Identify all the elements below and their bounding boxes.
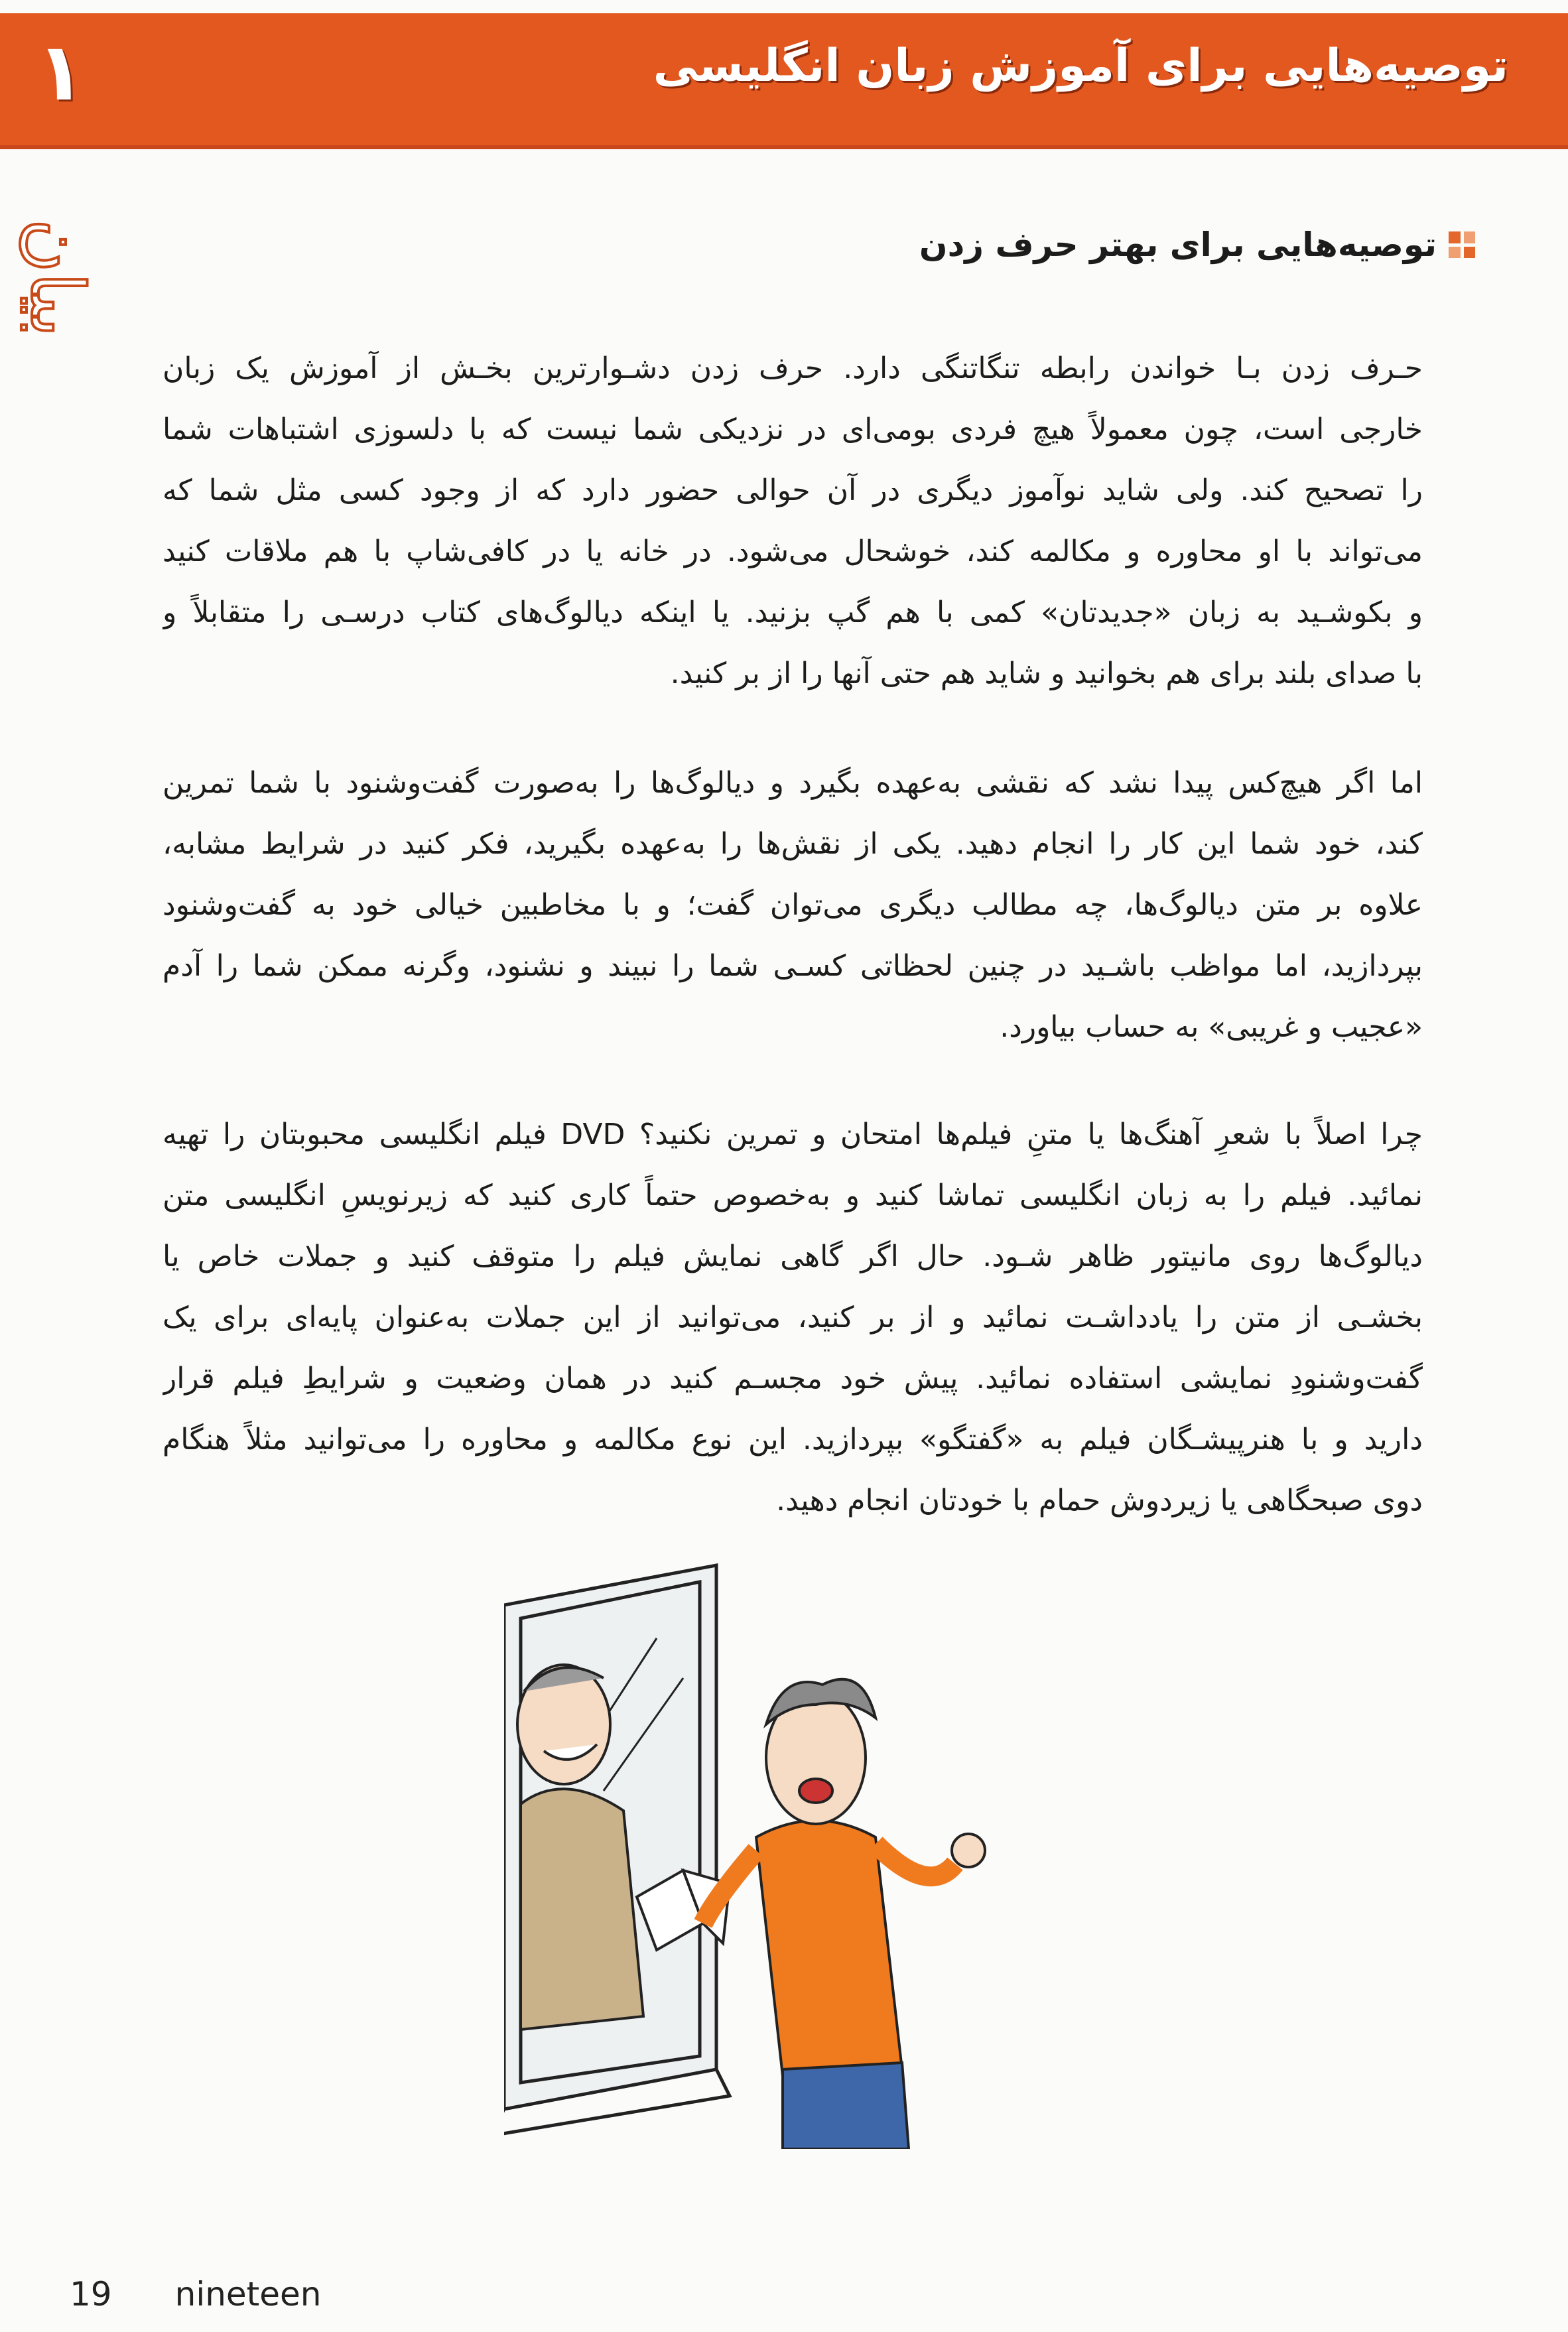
- chapter-title: توصیه‌هایی برای آموزش زبان انگلیسی: [653, 40, 1508, 92]
- text-line: و بکوشـید به زبان «جدیدتان» کمی با هم گپ بزنید. یا اینکه دیالوگ‌های کتاب درسـی را متقابلاً و: [163, 596, 1423, 629]
- text-line: اما اگر هیچ‌کس پیدا نشد که نقشی به‌عهده بگیرد و دیالوگ‌ها را به‌صورت گفت‌وشنود با شما تمرین: [163, 766, 1423, 800]
- squares-bullet-icon: [1449, 231, 1475, 258]
- text-line: دوی صبحگاهی یا زیردوش حمام با خودتان انجام دهید.: [776, 1484, 1423, 1518]
- page-number: 19: [70, 2275, 112, 2313]
- chapter-number: ۱: [36, 27, 86, 119]
- text-line: بخشـی از متن را یادداشـت نمائید و از بر کنید، می‌توانید از این جملات به‌عنوان پایه‌ای برای یک: [163, 1301, 1423, 1334]
- paragraph-3: [163, 1104, 1423, 1531]
- paragraph-2: [163, 753, 1423, 1058]
- section-heading-text: توصیه‌هایی برای بهتر حرف زدن: [919, 226, 1437, 264]
- text-line: حـرف زدن بـا خواندن رابطه تنگاتنگی دارد. حرف زدن دشـوارترین بخـش از آموزش یک زبان: [163, 352, 1423, 385]
- page-footer: [70, 2275, 321, 2313]
- text-line: نمائید. فیلم را به زبان انگلیسی تماشا کنید و به‌خصوص حتماً کاری کنید که زیرنویسِ انگلیسی متن: [163, 1179, 1423, 1212]
- text-line: بپردازید، اما مواظب باشـید در چنین لحظاتی کسـی شما را نبیند و نشنود، وگرنه ممکن شما را آدم: [163, 949, 1423, 983]
- side-ornament-text: بیان: [15, 219, 99, 338]
- text-line: خارجی است، چون معمولاً هیچ فردی بومی‌ای در نزدیکی شما نیست که با دلسوزی اشتباهات شما: [163, 413, 1423, 446]
- mirror-conversation-illustration: [504, 1552, 1008, 2149]
- text-line: «عجیب و غریبی» به حساب بیاورد.: [1000, 1010, 1423, 1044]
- text-line: با صدای بلند برای هم بخوانید و شاید هم حتی آنها را از بر کنید.: [670, 657, 1423, 690]
- section-heading: [919, 226, 1475, 264]
- text-line: دیالوگ‌ها روی مانیتور ظاهر شـود. حال اگر گاهی نمایش فیلم را متوقف کنید و جملات خاص یا: [163, 1240, 1423, 1273]
- page-number-word: nineteen: [174, 2275, 322, 2313]
- text-line: گفت‌وشنودِ نمایشی استفاده نمائید. پیش خود مجسـم کنید در همان وضعیت و شرایطِ فیلم قرار: [163, 1362, 1423, 1395]
- text-line: دارید و با هنرپیشـگان فیلم به «گفتگو» بپردازید. این نوع مکالمه و محاوره را می‌توانید مثلاً هنگام: [163, 1423, 1423, 1457]
- text-line: را تصحیح کند. ولی شاید نوآموز دیگری در آن حوالی حضور دارد که از وجود کسی مثل شما که: [163, 474, 1423, 507]
- text-line: می‌تواند با او محاوره و مکالمه کند، خوشحال می‌شود. در خانه یا در کافی‌شاپ با هم ملاقات کنید: [163, 535, 1423, 568]
- text-line: کند، خود شما این کار را انجام دهید. یکی از نقش‌ها را به‌عهده بگیرید، فکر کنید در شرایط مشابه،: [163, 827, 1423, 861]
- paragraph-1: [163, 338, 1423, 704]
- text-line: علاوه بر متن دیالوگ‌ها، چه مطالب دیگری می‌توان گفت؛ و با مخاطبین خیالی خود به گفت‌وشنود: [163, 888, 1423, 922]
- text-line: چرا اصلاً با شعرِ آهنگ‌ها یا متنِ فیلم‌ها امتحان و تمرین نکنید؟ DVD فیلم انگلیسی محبوبتان را تهیه: [163, 1118, 1423, 1151]
- man-figure: [703, 1679, 985, 2149]
